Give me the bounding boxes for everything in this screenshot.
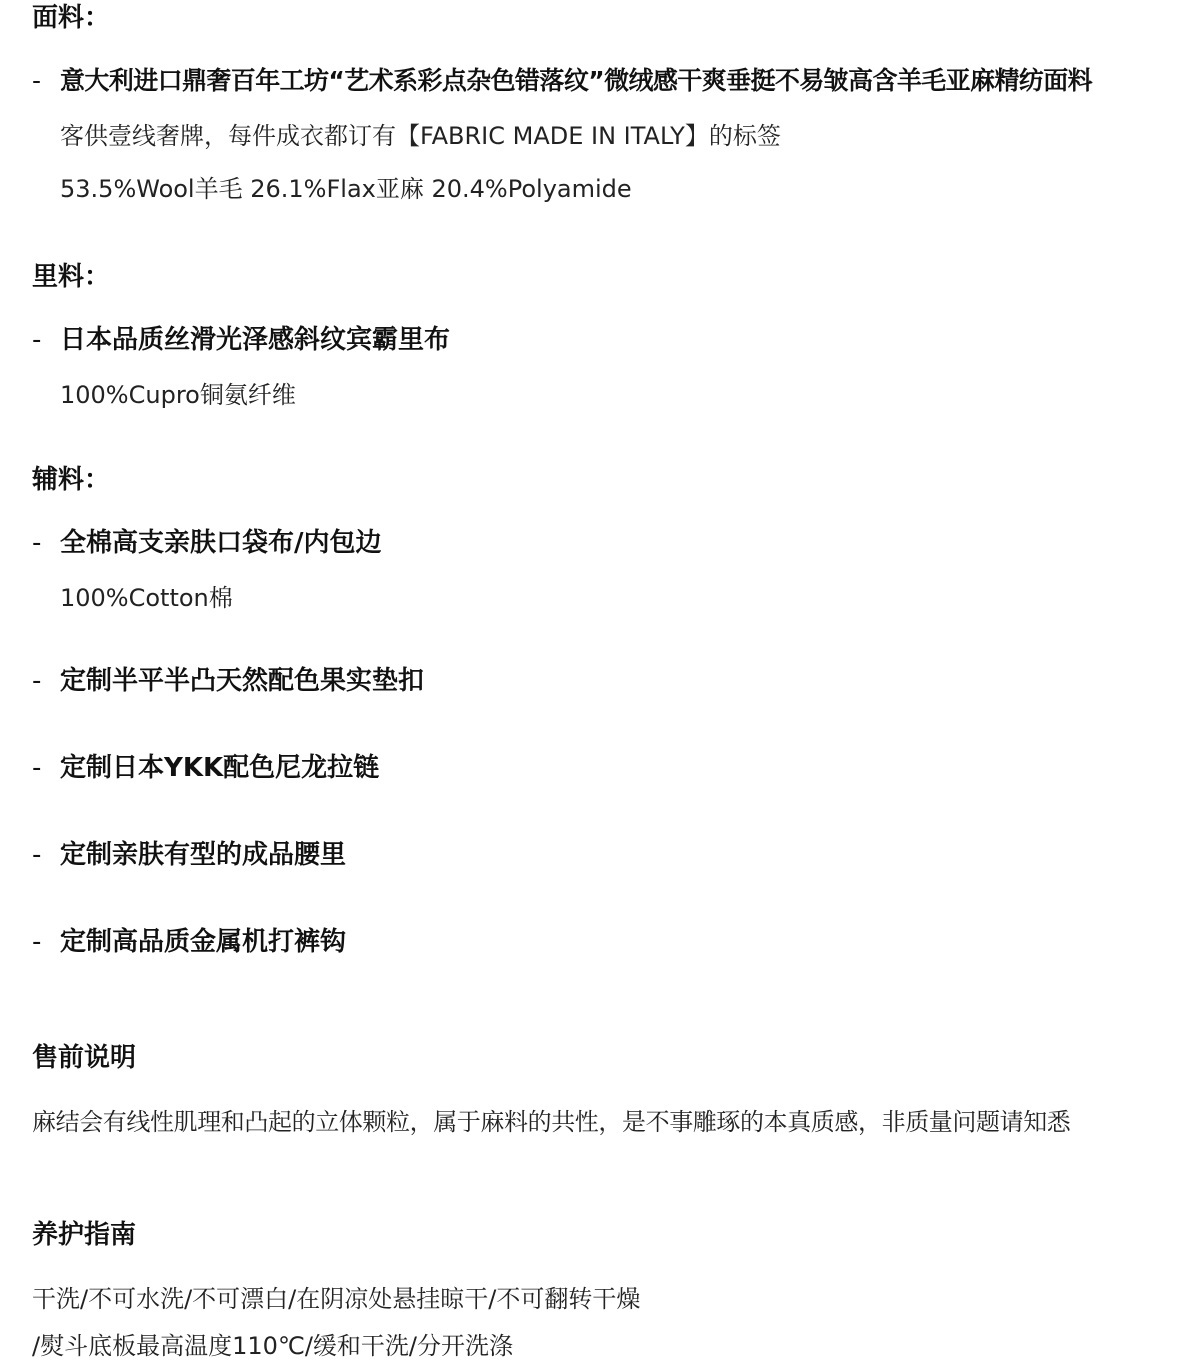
care-line: /熨斗底板最高温度110℃/缓和干洗/分开洗涤 — [32, 1332, 514, 1360]
lining-heading: 里料： — [32, 262, 111, 292]
bullet-dash: - — [32, 840, 42, 870]
fabric-heading: 面料： — [32, 3, 111, 33]
bullet-dash: - — [32, 66, 41, 95]
presale-text: 麻结会有线性肌理和凸起的立体颗粒，属于麻料的共性，是不事雕琢的本真质感，非质量问题请知悉 — [32, 1108, 1071, 1136]
lining-item-label: 日本品质丝滑光泽感斜纹宾霸里布 — [60, 325, 451, 355]
presale-heading: 售前说明 — [32, 1043, 137, 1073]
accessories-heading: 辅料： — [32, 465, 111, 495]
accessory-item — [32, 755, 379, 781]
accessory-item — [32, 842, 346, 868]
accessory-item — [32, 929, 346, 955]
accessory-composition: 100%Cotton棉 — [60, 584, 233, 612]
accessory-item-label: 全棉高支亲肤口袋布/内包边 — [60, 528, 382, 558]
lining-composition: 100%Cupro铜氨纤维 — [60, 381, 296, 409]
care-heading: 养护指南 — [32, 1220, 137, 1250]
fabric-note: 客供壹线奢牌，每件成衣都订有【FABRIC MADE IN ITALY】的标签 — [60, 122, 781, 150]
care-line: 干洗/不可水洗/不可漂白/在阴凉处悬挂晾干/不可翻转干燥 — [32, 1285, 641, 1313]
bullet-dash: - — [32, 666, 42, 696]
lining-item — [32, 327, 450, 353]
fabric-item — [32, 68, 1092, 93]
bullet-dash: - — [32, 753, 42, 783]
bullet-dash: - — [32, 325, 42, 355]
bullet-dash: - — [32, 528, 42, 558]
bullet-dash: - — [32, 927, 42, 957]
accessory-item-label: 定制高品质金属机打裤钩 — [60, 927, 347, 957]
accessory-item-label: 定制半平半凸天然配色果实垫扣 — [60, 666, 425, 696]
fabric-item-label: 意大利进口鼎奢百年工坊“艺术系彩点杂色错落纹”微绒感干爽垂挺不易皱高含羊毛亚麻精纺面料 — [60, 66, 1093, 95]
accessory-item — [32, 668, 424, 694]
accessory-item-label: 定制日本YKK配色尼龙拉链 — [60, 753, 380, 783]
fabric-composition: 53.5%Wool羊毛 26.1%Flax亚麻 20.4%Polyamide — [60, 175, 632, 203]
accessory-item-label: 定制亲肤有型的成品腰里 — [60, 840, 347, 870]
accessory-item — [32, 530, 382, 556]
